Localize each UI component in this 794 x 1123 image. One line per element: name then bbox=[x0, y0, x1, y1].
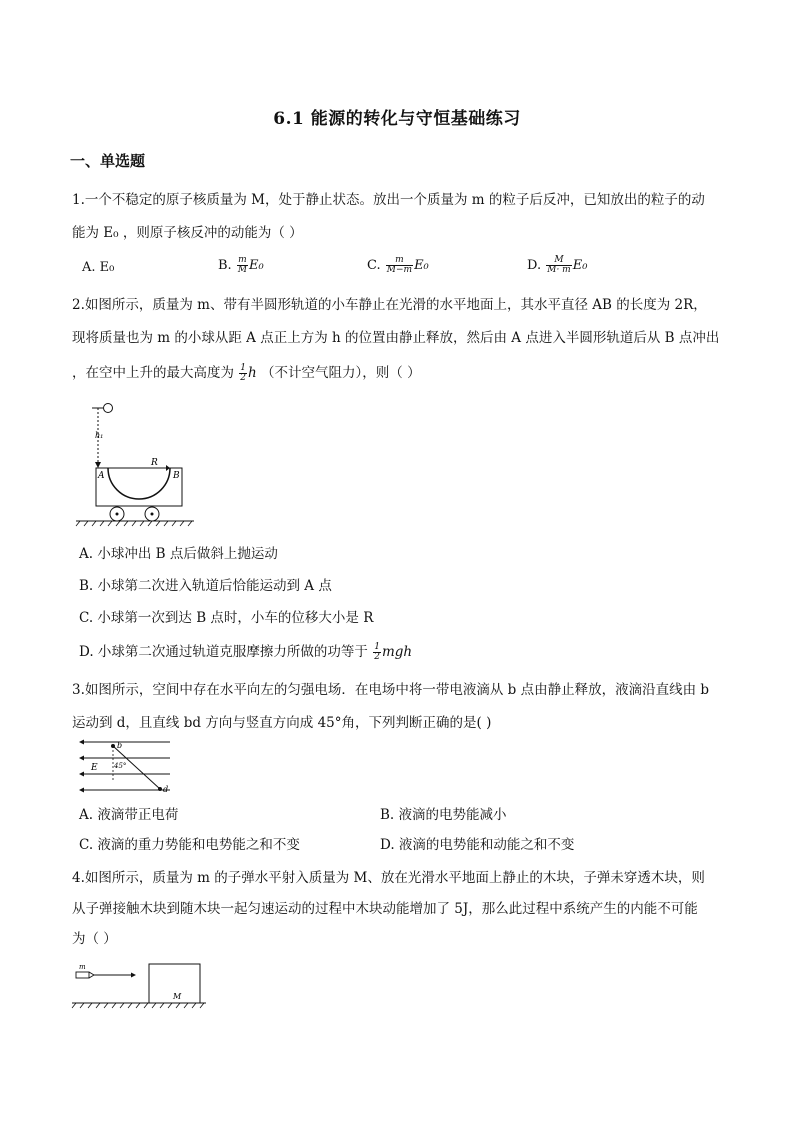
page-title: 6.1 能源的转化与守恒基础练习 bbox=[273, 109, 521, 129]
q4-fig-label-big-m: M bbox=[173, 992, 182, 1001]
q2-option-d bbox=[79, 643, 412, 662]
q1-line-1: 1.一个不稳定的原子核质量为 M，处于静止状态。放出一个质量为 m 的粒子后反冲，已知放出的粒子的动 bbox=[72, 192, 705, 208]
q3-fig-label-e: E bbox=[91, 763, 98, 773]
q4-fig-velocity-arrow bbox=[131, 973, 136, 978]
q1-option-c bbox=[367, 256, 429, 275]
q1-option-b-letter: B. bbox=[218, 258, 232, 273]
q2-line-1: 2.如图所示，质量为 m、带有半圆形轨道的小车静止在光滑的水平地面上，其水平直径 AB 的长度为 2R， bbox=[72, 297, 707, 313]
q1-option-b-denominator: M bbox=[237, 265, 248, 275]
q2-option-d-fraction bbox=[373, 643, 381, 662]
q4-line-3: 为（ ） bbox=[72, 931, 117, 947]
q1-option-b-term: E₀ bbox=[249, 258, 264, 273]
q2-line-3-text: ，在空中上升的最大高度为 bbox=[72, 365, 234, 381]
q4-line-1: 4.如图所示，质量为 m 的子弹水平射入质量为 M、放在光滑水平地面上静止的木块，子弹未穿透木块，则 bbox=[72, 870, 705, 886]
q2-line-3 bbox=[72, 364, 421, 383]
left-wheel-hub-icon bbox=[116, 513, 119, 516]
q3-fig-field-arrow-1 bbox=[79, 740, 84, 745]
q2-height-var: h bbox=[248, 365, 257, 381]
q1-line-2: 能为 E₀ ，则原子核反冲的动能为（ ） bbox=[72, 225, 303, 241]
q3-fig-label-d: d bbox=[163, 785, 169, 794]
q4-line-2: 从子弹接触木块到随木块一起匀速运动的过程中木块动能增加了 5J，那么此过程中系统产生的内能不可能 bbox=[72, 901, 698, 917]
q2-fig-label-a: A bbox=[98, 471, 105, 481]
bullet-tip-icon bbox=[89, 972, 94, 978]
q3-fig-field-arrow-4 bbox=[79, 788, 84, 793]
q3-option-a: A. 液滴带正电荷 bbox=[79, 807, 179, 823]
q1-option-b-numerator: m bbox=[238, 255, 247, 265]
q1-option-c-letter: C. bbox=[367, 258, 381, 273]
q2-line-3-suffix: （不计空气阻力），则（ ） bbox=[261, 365, 421, 381]
q3-line-2: 运动到 d，且直线 bd 方向与竖直方向成 45°角，下列判断正确的是( ) bbox=[72, 715, 492, 731]
q2-option-d-denominator: 2 bbox=[374, 652, 380, 662]
q3-fig-field-arrow-2 bbox=[79, 756, 84, 761]
q2-fig-label-h: h₁ bbox=[95, 431, 104, 440]
q1-option-b-fraction bbox=[237, 256, 248, 275]
q2-option-a: A. 小球冲出 B 点后做斜上抛运动 bbox=[79, 546, 278, 562]
q2-fig-label-b: B bbox=[173, 471, 180, 481]
q2-height-fraction bbox=[239, 364, 247, 383]
q1-option-a: A. E₀ bbox=[82, 260, 115, 275]
q2-fig-height-arrow bbox=[95, 462, 101, 468]
bullet-icon bbox=[76, 972, 89, 978]
ball-icon bbox=[104, 404, 113, 413]
section-heading: 一、单选题 bbox=[70, 152, 146, 170]
q3-field-diagram bbox=[78, 738, 173, 796]
q3-line-1: 3.如图所示，空间中存在水平向左的匀强电场．在电场中将一带电液滴从 b 点由静止释放，液滴沿直线由 b bbox=[72, 682, 710, 698]
q2-option-d-text: D. 小球第二次通过轨道克服摩擦力所做的功等于 bbox=[79, 644, 368, 660]
q3-option-c: C. 液滴的重力势能和电势能之和不变 bbox=[79, 837, 300, 853]
q1-option-d-numerator: M bbox=[546, 256, 571, 266]
q2-line-2: 现将质量也为 m 的小球从距 A 点正上方为 h 的位置由静止释放，然后由 A 点进入半圆形轨道后从 B 点冲出 bbox=[72, 330, 720, 346]
q1-option-d-letter: D. bbox=[527, 258, 542, 273]
q3-option-b: B. 液滴的电势能减小 bbox=[380, 807, 507, 823]
q1-option-b bbox=[218, 256, 264, 275]
q3-fig-label-angle: 45° bbox=[114, 762, 127, 770]
right-wheel-hub-icon bbox=[151, 513, 154, 516]
q4-fig-ground-hatch bbox=[72, 1003, 204, 1008]
q1-option-d-term: E₀ bbox=[572, 258, 588, 273]
q2-fig-semicircle-track bbox=[108, 468, 170, 499]
q2-option-d-term: mgh bbox=[381, 644, 413, 660]
q4-bullet-block-diagram bbox=[70, 958, 210, 1014]
q2-fig-ground-hatch bbox=[76, 521, 192, 526]
q4-fig-label-m: m bbox=[79, 963, 86, 971]
q2-option-b: B. 小球第二次进入轨道后恰能运动到 A 点 bbox=[79, 578, 332, 594]
q1-option-d bbox=[527, 256, 587, 275]
q1-option-c-term: E₀ bbox=[414, 258, 429, 273]
q1-option-c-numerator: m bbox=[386, 256, 413, 266]
q3-option-d: D. 液滴的电势能和动能之和不变 bbox=[380, 837, 575, 853]
q2-height-numerator: 1 bbox=[240, 363, 247, 373]
q2-option-d-numerator: 1 bbox=[374, 642, 380, 652]
q2-height-denominator: 2 bbox=[240, 373, 247, 383]
q3-fig-label-b: b bbox=[117, 741, 123, 750]
q1-option-c-denominator: M−m bbox=[386, 265, 413, 275]
q2-cart-diagram bbox=[72, 398, 202, 528]
q3-fig-field-arrow-3 bbox=[79, 772, 84, 777]
q1-option-c-fraction bbox=[386, 256, 413, 275]
q1-option-d-denominator: M· m bbox=[547, 265, 571, 275]
q3-fig-point-b bbox=[111, 744, 115, 748]
q2-option-c: C. 小球第一次到达 B 点时，小车的位移大小是 R bbox=[79, 610, 374, 626]
q1-option-d-fraction bbox=[546, 256, 571, 275]
q3-fig-point-d bbox=[158, 787, 162, 791]
q2-fig-label-r: R bbox=[151, 458, 158, 468]
